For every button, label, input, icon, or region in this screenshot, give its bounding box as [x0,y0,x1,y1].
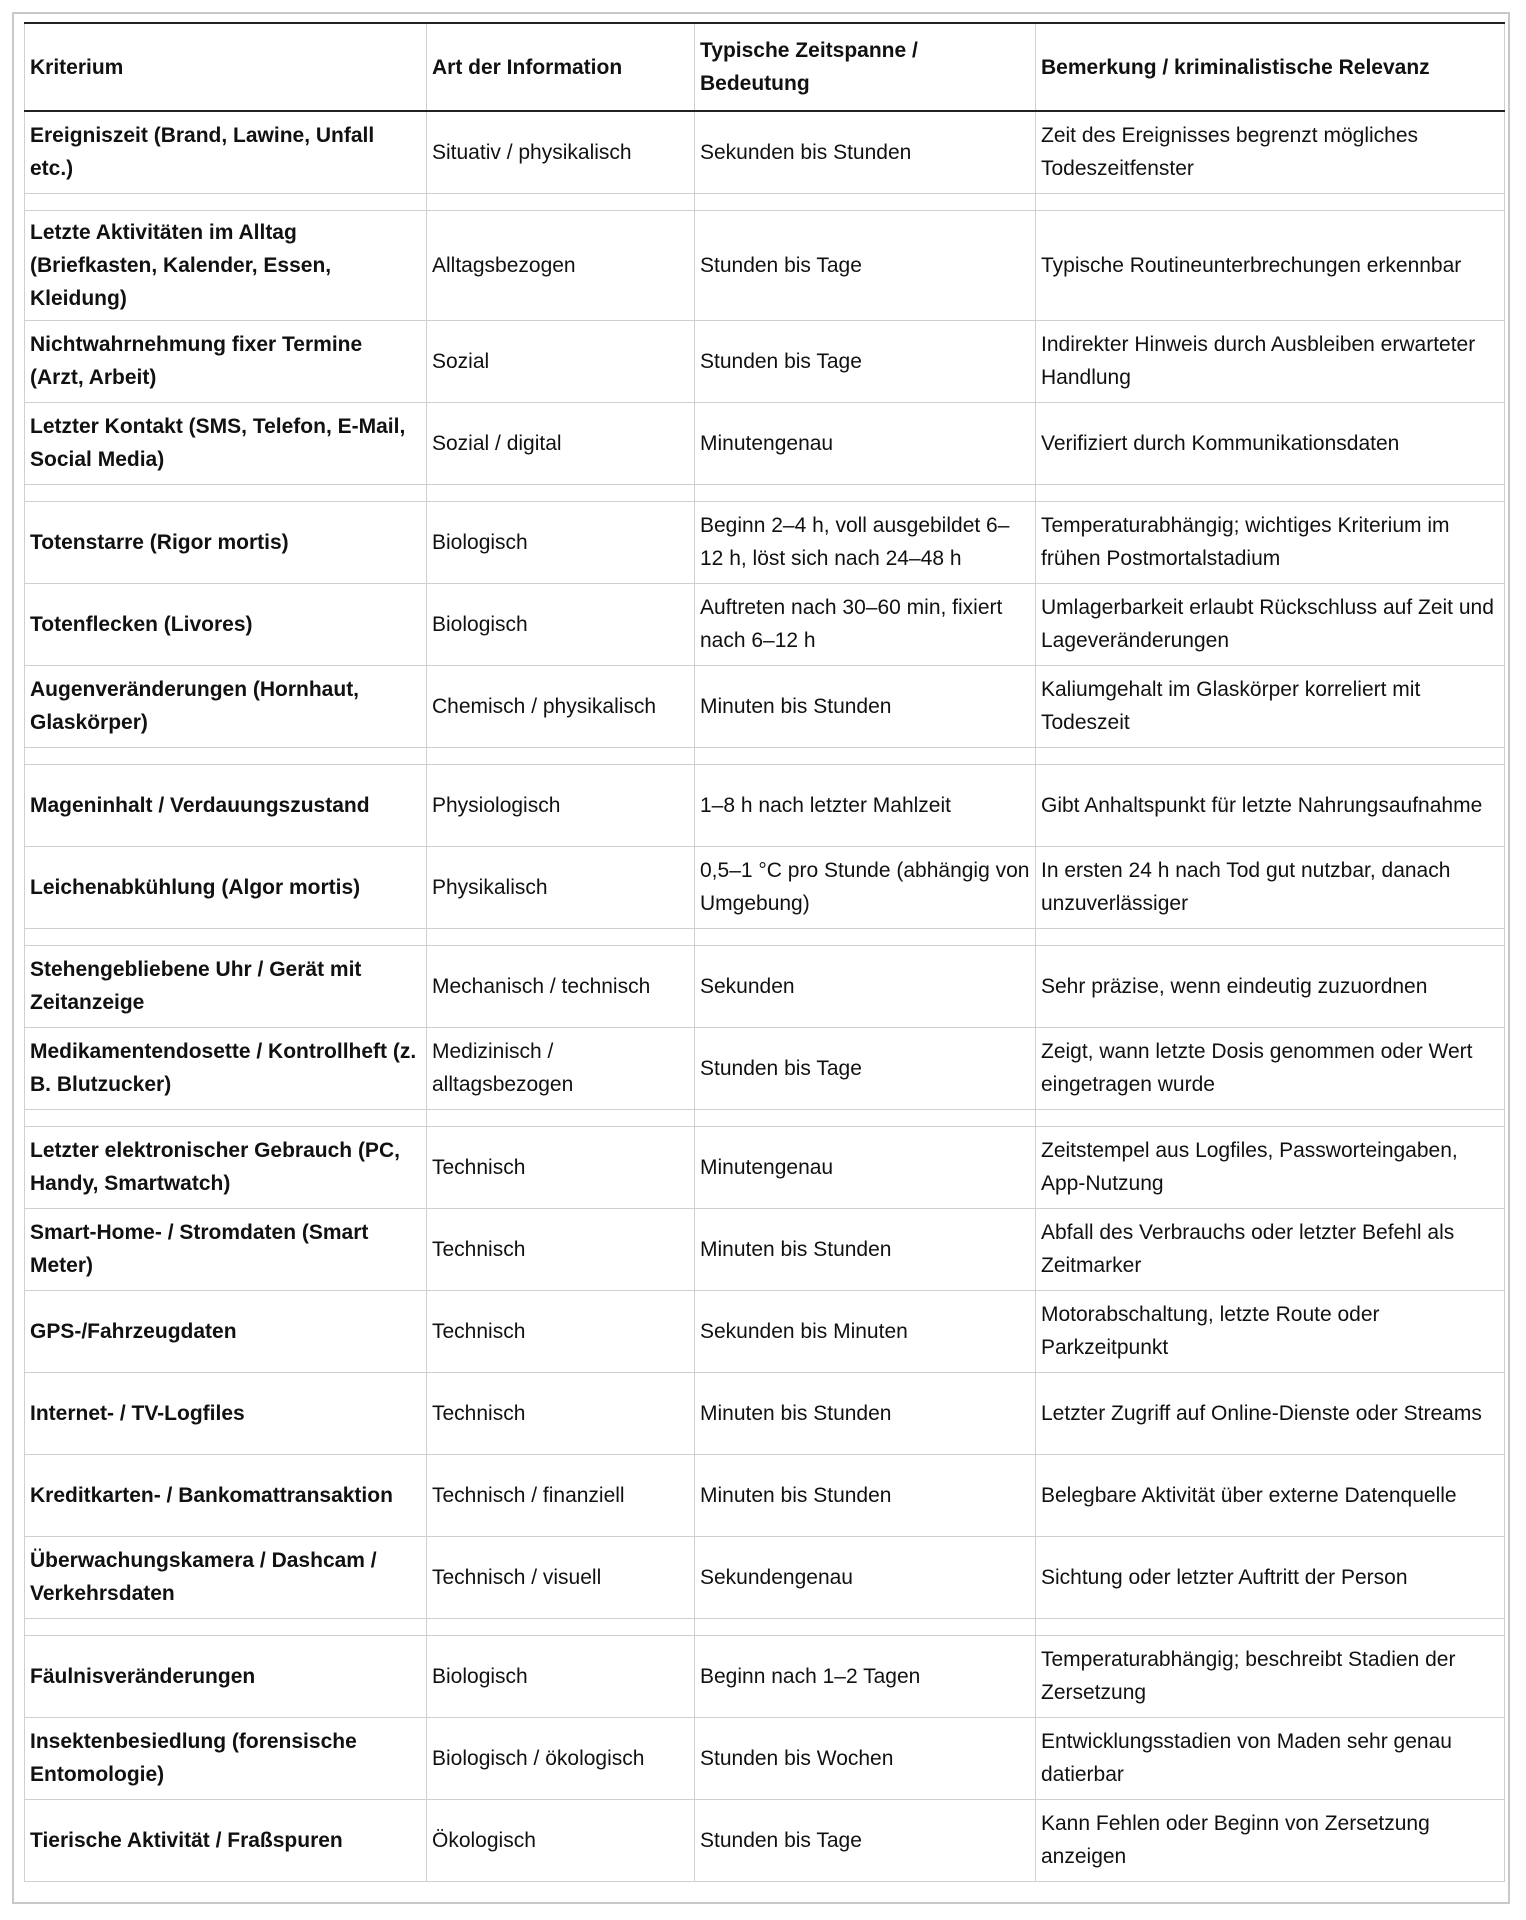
table-header-row [25,23,1505,111]
cell-time-span: Minuten bis Stunden [695,665,1036,747]
table-row [25,320,1505,402]
cell-info-type: Technisch [427,1372,695,1454]
cell-info-type: Biologisch [427,501,695,583]
spacer-cell [695,193,1036,210]
criteria-table [24,22,1505,1882]
table-row [25,210,1505,320]
spacer-row [25,193,1505,210]
cell-time-span: Minutengenau [695,1126,1036,1208]
spacer-cell [1036,193,1505,210]
cell-info-type: Technisch / visuell [427,1536,695,1618]
cell-info-type: Physikalisch [427,846,695,928]
spacer-cell [25,1618,427,1635]
cell-criterion: Tierische Aktivität / Fraßspuren [25,1799,427,1881]
cell-criterion: Stehengebliebene Uhr / Gerät mit Zeitanzeige [25,945,427,1027]
cell-info-type: Ökologisch [427,1799,695,1881]
cell-info-type: Technisch [427,1208,695,1290]
cell-time-span: Stunden bis Tage [695,1027,1036,1109]
cell-time-span: Sekunden [695,945,1036,1027]
spacer-cell [25,484,427,501]
table-row [25,846,1505,928]
cell-remark: Belegbare Aktivität über externe Datenquelle [1036,1454,1505,1536]
cell-criterion: Letzter Kontakt (SMS, Telefon, E-Mail, Social Media) [25,402,427,484]
cell-remark: Zeigt, wann letzte Dosis genommen oder Wert eingetragen wurde [1036,1027,1505,1109]
spacer-cell [25,193,427,210]
cell-remark: Sehr präzise, wenn eindeutig zuzuordnen [1036,945,1505,1027]
cell-time-span: Beginn nach 1–2 Tagen [695,1635,1036,1717]
cell-remark: Temperaturabhängig; wichtiges Kriterium im frühen Postmortalstadium [1036,501,1505,583]
spacer-cell [695,1618,1036,1635]
cell-remark: Abfall des Verbrauchs oder letzter Befehl als Zeitmarker [1036,1208,1505,1290]
header-remark: Bemerkung / kriminalistische Relevanz [1036,23,1505,111]
cell-criterion: Mageninhalt / Verdauungszustand [25,764,427,846]
spacer-cell [1036,1109,1505,1126]
cell-info-type: Biologisch / ökologisch [427,1717,695,1799]
cell-time-span: Beginn 2–4 h, voll ausgebildet 6–12 h, löst sich nach 24–48 h [695,501,1036,583]
spacer-row [25,928,1505,945]
table-row [25,402,1505,484]
cell-criterion: Totenflecken (Livores) [25,583,427,665]
spacer-cell [427,193,695,210]
table-row [25,665,1505,747]
spacer-row [25,1109,1505,1126]
cell-info-type: Alltagsbezogen [427,210,695,320]
cell-criterion: Insektenbesiedlung (forensische Entomologie) [25,1717,427,1799]
table-row [25,1717,1505,1799]
table-row [25,501,1505,583]
spacer-cell [695,1109,1036,1126]
cell-time-span: Minuten bis Stunden [695,1372,1036,1454]
header-info-type: Art der Information [427,23,695,111]
cell-remark: Indirekter Hinweis durch Ausbleiben erwarteter Handlung [1036,320,1505,402]
cell-remark: Letzter Zugriff auf Online-Dienste oder Streams [1036,1372,1505,1454]
table-row [25,1454,1505,1536]
cell-time-span: Auftreten nach 30–60 min, fixiert nach 6–12 h [695,583,1036,665]
cell-criterion: Medikamentendosette / Kontrollheft (z. B. Blutzucker) [25,1027,427,1109]
cell-remark: Typische Routineunterbrechungen erkennbar [1036,210,1505,320]
cell-info-type: Technisch [427,1290,695,1372]
cell-time-span: 0,5–1 °C pro Stunde (abhängig von Umgebung) [695,846,1036,928]
cell-criterion: Nichtwahrnehmung fixer Termine (Arzt, Arbeit) [25,320,427,402]
cell-criterion: Ereigniszeit (Brand, Lawine, Unfall etc.) [25,111,427,193]
cell-criterion: Überwachungskamera / Dashcam / Verkehrsdaten [25,1536,427,1618]
cell-info-type: Technisch / finanziell [427,1454,695,1536]
spacer-row [25,484,1505,501]
cell-remark: Motorabschaltung, letzte Route oder Parkzeitpunkt [1036,1290,1505,1372]
table-row [25,945,1505,1027]
cell-criterion: Leichenabkühlung (Algor mortis) [25,846,427,928]
table-row [25,1126,1505,1208]
cell-time-span: Minuten bis Stunden [695,1454,1036,1536]
table-row [25,1635,1505,1717]
table-row [25,583,1505,665]
cell-criterion: Letzter elektronischer Gebrauch (PC, Handy, Smartwatch) [25,1126,427,1208]
table-row [25,111,1505,193]
cell-criterion: Totenstarre (Rigor mortis) [25,501,427,583]
spacer-cell [1036,747,1505,764]
spacer-cell [427,484,695,501]
cell-remark: Kaliumgehalt im Glaskörper korreliert mit Todeszeit [1036,665,1505,747]
cell-criterion: Letzte Aktivitäten im Alltag (Briefkasten, Kalender, Essen, Kleidung) [25,210,427,320]
cell-time-span: Sekundengenau [695,1536,1036,1618]
spacer-cell [695,928,1036,945]
spacer-cell [427,928,695,945]
spacer-cell [427,1109,695,1126]
cell-remark: Zeit des Ereignisses begrenzt mögliches Todeszeitfenster [1036,111,1505,193]
table-body [25,111,1505,1881]
cell-criterion: GPS-/Fahrzeugdaten [25,1290,427,1372]
cell-time-span: Stunden bis Wochen [695,1717,1036,1799]
spacer-cell [25,928,427,945]
cell-info-type: Physiologisch [427,764,695,846]
cell-time-span: Minuten bis Stunden [695,1208,1036,1290]
cell-remark: In ersten 24 h nach Tod gut nutzbar, danach unzuverlässiger [1036,846,1505,928]
cell-info-type: Chemisch / physikalisch [427,665,695,747]
cell-criterion: Kreditkarten- / Bankomattransaktion [25,1454,427,1536]
cell-remark: Entwicklungsstadien von Maden sehr genau datierbar [1036,1717,1505,1799]
cell-remark: Kann Fehlen oder Beginn von Zersetzung anzeigen [1036,1799,1505,1881]
cell-time-span: Minutengenau [695,402,1036,484]
table-row [25,1536,1505,1618]
cell-info-type: Sozial / digital [427,402,695,484]
cell-time-span: Stunden bis Tage [695,210,1036,320]
cell-info-type: Biologisch [427,583,695,665]
cell-criterion: Internet- / TV-Logfiles [25,1372,427,1454]
spacer-cell [695,484,1036,501]
cell-info-type: Biologisch [427,1635,695,1717]
table-row [25,1027,1505,1109]
table-row [25,1799,1505,1881]
spacer-cell [25,1109,427,1126]
cell-info-type: Medizinisch / alltagsbezogen [427,1027,695,1109]
cell-remark: Umlagerbarkeit erlaubt Rückschluss auf Zeit und Lageveränderungen [1036,583,1505,665]
cell-criterion: Smart-Home- / Stromdaten (Smart Meter) [25,1208,427,1290]
spacer-cell [1036,484,1505,501]
spacer-cell [1036,928,1505,945]
cell-remark: Gibt Anhaltspunkt für letzte Nahrungsaufnahme [1036,764,1505,846]
header-criterion: Kriterium [25,23,427,111]
header-time-span: Typische Zeitspanne / Bedeutung [695,23,1036,111]
cell-time-span: Sekunden bis Stunden [695,111,1036,193]
spacer-cell [25,747,427,764]
table-row [25,1208,1505,1290]
table-row [25,1290,1505,1372]
cell-info-type: Mechanisch / technisch [427,945,695,1027]
spacer-row [25,1618,1505,1635]
cell-remark: Verifiziert durch Kommunikationsdaten [1036,402,1505,484]
cell-info-type: Technisch [427,1126,695,1208]
cell-time-span: Stunden bis Tage [695,320,1036,402]
cell-info-type: Sozial [427,320,695,402]
cell-criterion: Augenveränderungen (Hornhaut, Glaskörper) [25,665,427,747]
spacer-cell [695,747,1036,764]
cell-remark: Sichtung oder letzter Auftritt der Person [1036,1536,1505,1618]
spacer-row [25,747,1505,764]
spacer-cell [427,1618,695,1635]
spacer-cell [1036,1618,1505,1635]
cell-time-span: Stunden bis Tage [695,1799,1036,1881]
cell-info-type: Situativ / physikalisch [427,111,695,193]
cell-time-span: Sekunden bis Minuten [695,1290,1036,1372]
table-row [25,764,1505,846]
cell-remark: Temperaturabhängig; beschreibt Stadien der Zersetzung [1036,1635,1505,1717]
table-row [25,1372,1505,1454]
spacer-cell [427,747,695,764]
cell-remark: Zeitstempel aus Logfiles, Passworteingaben, App-Nutzung [1036,1126,1505,1208]
cell-time-span: 1–8 h nach letzter Mahlzeit [695,764,1036,846]
cell-criterion: Fäulnisveränderungen [25,1635,427,1717]
